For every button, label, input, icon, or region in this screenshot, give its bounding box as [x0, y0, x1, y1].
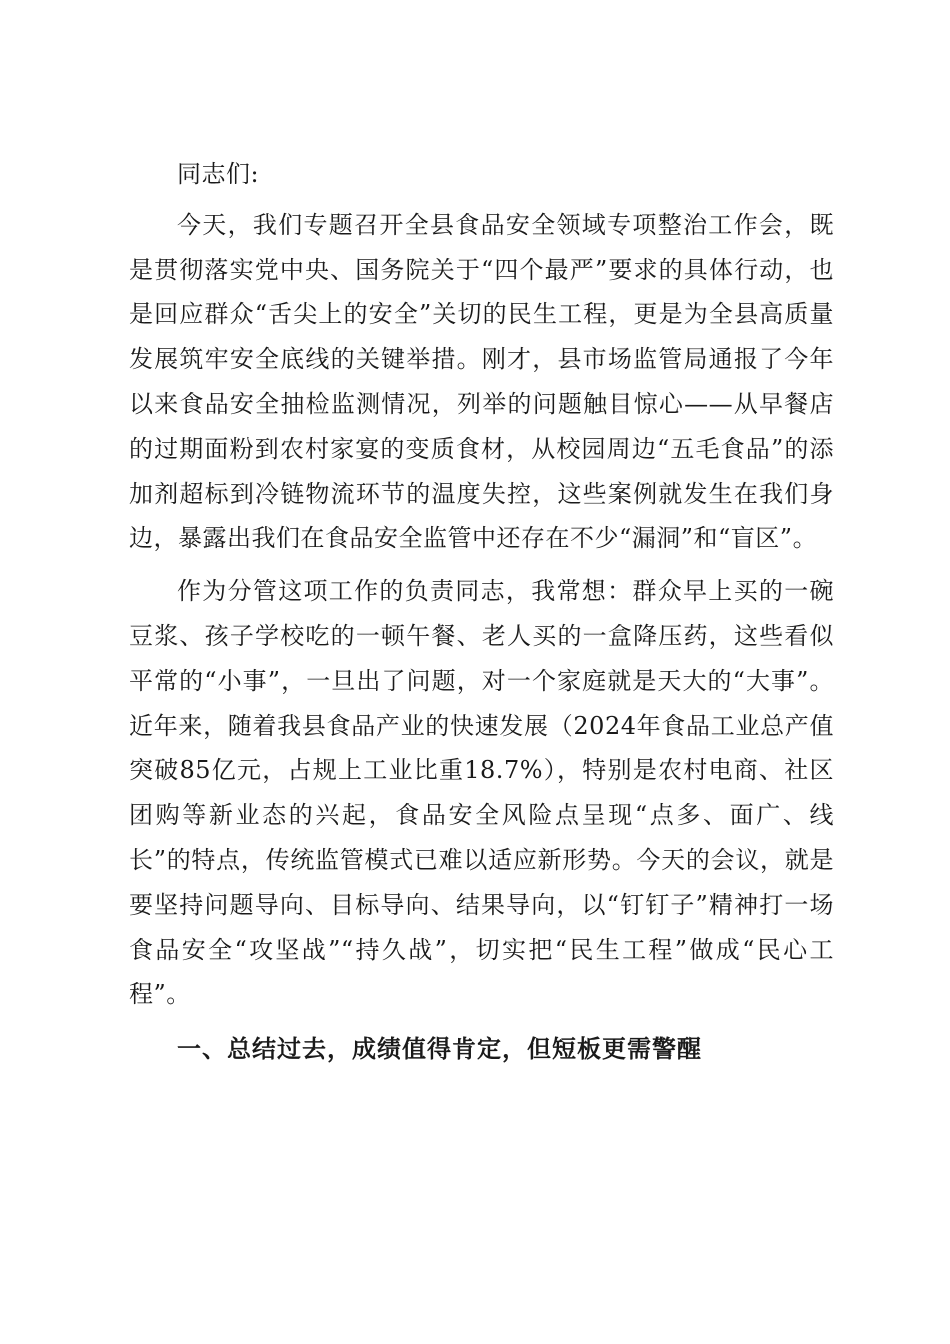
paragraph-intro: 今天，我们专题召开全县食品安全领域专项整治工作会，既是贯彻落实党中央、国务院关于“四个最严”要求的具体行动，也是回应群众“舌尖上的安全”关切的民生工程，更是为全县高质量发展筑牢安全底线的关键举措。刚才，县市场监管局通报了今年以来食品安全抽检监测情况，列举的问题触目惊心——从早餐店的过期面粉到农村家宴的变质食材，从校园周边“五毛食品”的添加剂超标到冷链物流环节的温度失控，这些案例就发生在我们身边，暴露出我们在食品安全监管中还存在不少“漏洞”和“盲区”。 [129, 210, 834, 553]
paragraph-context: 作为分管这项工作的负责同志，我常想：群众早上买的一碗豆浆、孩子学校吃的一顿午餐、老人买的一盒降压药，这些看似平常的“小事”，一旦出了问题，对一个家庭就是天大的“大事”。近年来，随着我县食品产业的快速发展（2024年食品工业总产值突破85亿元，占规上工业比重18.7%），特别是农村电商、社区团购等新业态的兴起，食品安全风险点呈现“点多、面广、线长”的特点，传统监管模式已难以适应新形势。今天的会议，就是要坚持问题导向、目标导向、结果导向，以“钉钉子”精神打一场食品安全“攻坚战”“持久战”，切实把“民生工程”做成“民心工程”。 [129, 577, 834, 1009]
section-heading: 一、总结过去，成绩值得肯定，但短板更需警醒 [177, 1034, 702, 1064]
greeting: 同志们: [177, 160, 260, 188]
document-body [129, 152, 834, 1072]
